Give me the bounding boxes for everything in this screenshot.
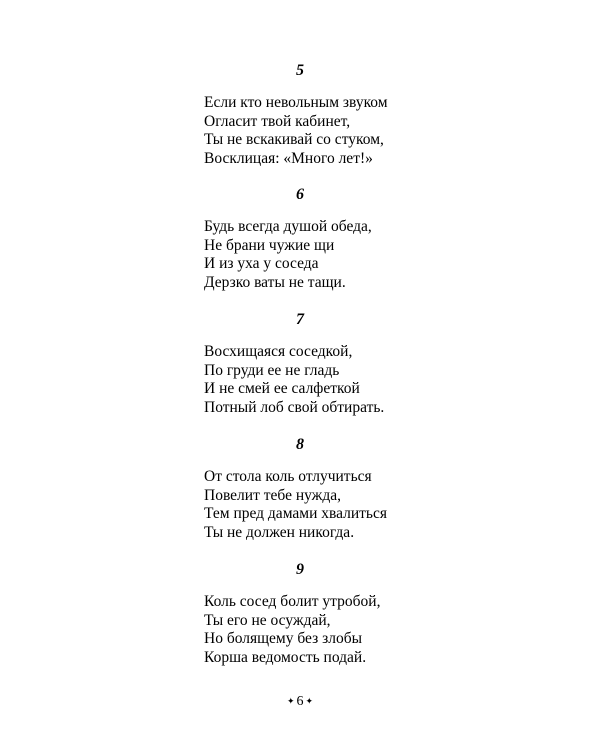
stanza-lines	[204, 343, 384, 417]
stanza-lines	[204, 218, 372, 292]
stanza-lines	[204, 94, 388, 168]
verse-line: Ты не вскакивай со стуком,	[204, 131, 384, 148]
stanza-number: 9	[296, 561, 304, 578]
stanza-lines	[204, 468, 387, 542]
verse-line: Ты не должен никогда.	[204, 523, 355, 541]
stanza-number: 6	[296, 186, 304, 203]
page-footer	[0, 694, 600, 710]
verse-line: По груди ее не гладь	[204, 361, 340, 379]
verse-line: Ты его не осуждай,	[204, 611, 331, 629]
verse-line: Тем пред дамами хвалиться	[204, 505, 388, 522]
stanza-number: 8	[296, 436, 304, 453]
ornament-left-icon: ✦	[286, 696, 295, 706]
verse-line: Но болящему без злобы	[204, 630, 363, 647]
verse-line: Корша ведомость подай.	[204, 648, 367, 666]
verse-line: Потный лоб свой обтирать.	[204, 398, 385, 416]
verse-line: Дерзко ваты не тащи.	[204, 273, 346, 291]
page-number: 6	[296, 694, 304, 710]
verse-line: Огласит твой кабинет,	[204, 112, 351, 130]
verse-line: Не брани чужие щи	[204, 236, 335, 254]
verse-line: И из уха у соседа	[204, 255, 319, 272]
verse-line: Восклицая: «Много лет!»	[204, 149, 373, 167]
verse-line: От стола коль отлучиться	[204, 468, 372, 485]
verse-line: Коль сосед болит утробой,	[204, 593, 381, 610]
verse-line: Повелит тебе нужда,	[204, 486, 342, 504]
ornament-right-icon: ✦	[305, 696, 314, 706]
stanza-number: 5	[296, 62, 304, 79]
verse-line: Будь всегда душой обеда,	[204, 218, 372, 235]
stanza-number: 7	[296, 311, 304, 328]
verse-line: Восхищаяся соседкой,	[204, 343, 353, 360]
verse-line: Если кто невольным звуком	[204, 94, 388, 111]
verse-line: И не смей ее салфеткой	[204, 380, 360, 397]
stanza-lines	[204, 593, 380, 667]
